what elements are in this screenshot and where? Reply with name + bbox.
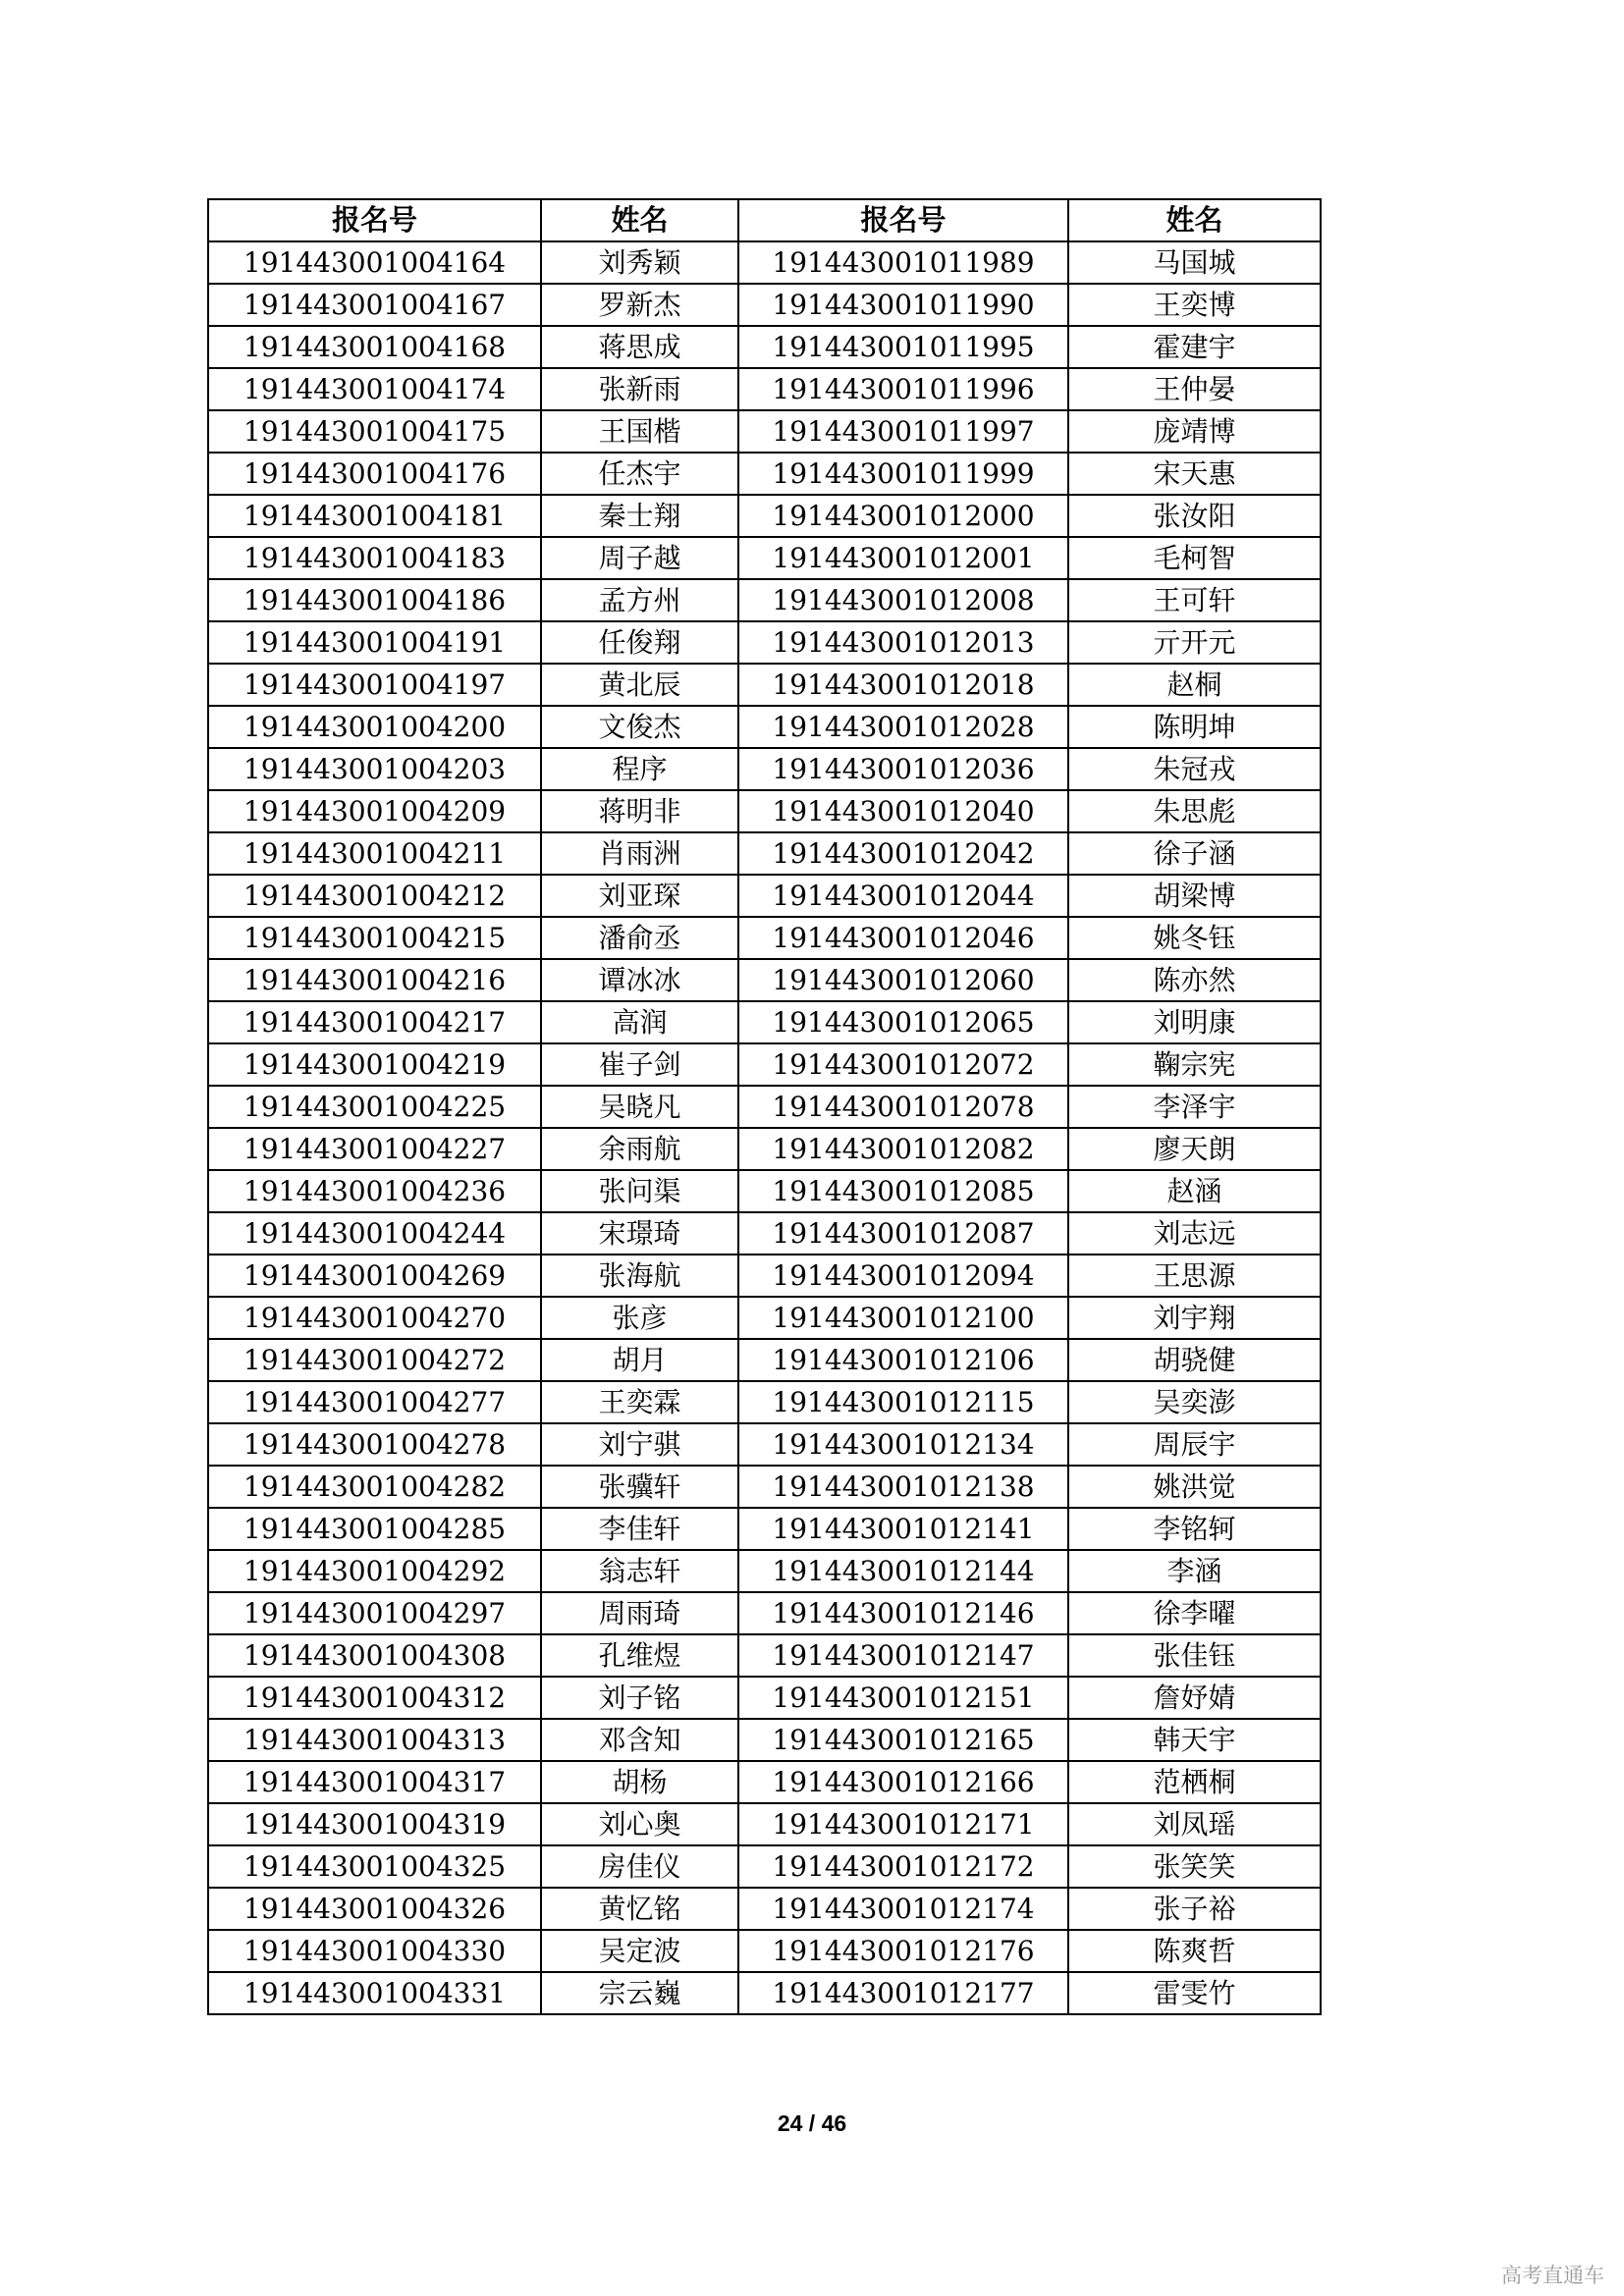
table-row (208, 875, 1321, 917)
table-row (208, 706, 1321, 748)
registration-number-cell: 191443001004217 (208, 1001, 541, 1043)
name-cell: 姚洪觉 (1068, 1466, 1321, 1508)
registration-number-cell: 191443001012072 (738, 1043, 1068, 1086)
name-cell: 张笑笑 (1068, 1845, 1321, 1888)
registration-number-cell: 191443001012147 (738, 1634, 1068, 1677)
registration-number-cell: 191443001012165 (738, 1719, 1068, 1761)
name-cell: 吴定波 (541, 1930, 738, 1972)
name-cell: 亓开元 (1068, 621, 1321, 664)
name-cell: 刘亚琛 (541, 875, 738, 917)
name-cell: 姚冬钰 (1068, 917, 1321, 959)
table-row (208, 1845, 1321, 1888)
name-cell: 赵桐 (1068, 664, 1321, 706)
table-row (208, 1803, 1321, 1845)
registration-number-cell: 191443001004297 (208, 1592, 541, 1634)
registration-number-cell: 191443001004181 (208, 495, 541, 537)
registration-number-cell: 191443001004270 (208, 1297, 541, 1339)
name-cell: 胡骁健 (1068, 1339, 1321, 1381)
name-cell: 刘宁骐 (541, 1423, 738, 1466)
name-cell: 霍建宇 (1068, 326, 1321, 368)
registration-number-cell: 191443001004325 (208, 1845, 541, 1888)
name-cell: 翁志轩 (541, 1550, 738, 1592)
name-cell: 刘秀颖 (541, 241, 738, 284)
name-cell: 徐李曜 (1068, 1592, 1321, 1634)
registration-number-cell: 191443001012171 (738, 1803, 1068, 1845)
name-cell: 宋天惠 (1068, 453, 1321, 495)
table-row (208, 1339, 1321, 1381)
table-row (208, 1128, 1321, 1170)
name-cell: 文俊杰 (541, 706, 738, 748)
name-cell: 张海航 (541, 1255, 738, 1297)
registration-number-cell: 191443001004278 (208, 1423, 541, 1466)
registration-number-cell: 191443001004319 (208, 1803, 541, 1845)
registration-number-cell: 191443001004277 (208, 1381, 541, 1423)
registration-number-cell: 191443001004186 (208, 579, 541, 621)
table-row (208, 1297, 1321, 1339)
registration-number-cell: 191443001004176 (208, 453, 541, 495)
registration-number-cell: 191443001012146 (738, 1592, 1068, 1634)
registration-number-cell: 191443001011989 (738, 241, 1068, 284)
registration-number-cell: 191443001004167 (208, 284, 541, 326)
name-cell: 王奕霖 (541, 1381, 738, 1423)
name-cell: 马国城 (1068, 241, 1321, 284)
table-row (208, 537, 1321, 579)
header-registration-number: 报名号 (208, 199, 541, 241)
name-cell: 陈亦然 (1068, 959, 1321, 1001)
name-cell: 蒋明非 (541, 790, 738, 832)
name-cell: 张骥轩 (541, 1466, 738, 1508)
name-cell: 范栖桐 (1068, 1761, 1321, 1803)
registration-number-cell: 191443001012060 (738, 959, 1068, 1001)
name-cell: 韩天宇 (1068, 1719, 1321, 1761)
registration-number-cell: 191443001004312 (208, 1677, 541, 1719)
registration-number-cell: 191443001004211 (208, 832, 541, 875)
name-cell: 朱思彪 (1068, 790, 1321, 832)
registration-number-cell: 191443001012042 (738, 832, 1068, 875)
name-cell: 黄忆铭 (541, 1888, 738, 1930)
table-row (208, 1001, 1321, 1043)
name-cell: 徐子涵 (1068, 832, 1321, 875)
name-cell: 潘俞丞 (541, 917, 738, 959)
registration-number-cell: 191443001012138 (738, 1466, 1068, 1508)
registration-number-cell: 191443001004227 (208, 1128, 541, 1170)
registration-number-cell: 191443001012144 (738, 1550, 1068, 1592)
registration-number-cell: 191443001004326 (208, 1888, 541, 1930)
name-cell: 王可轩 (1068, 579, 1321, 621)
registration-number-cell: 191443001012078 (738, 1086, 1068, 1128)
table-row (208, 790, 1321, 832)
name-cell: 余雨航 (541, 1128, 738, 1170)
registration-number-cell: 191443001012028 (738, 706, 1068, 748)
registration-number-cell: 191443001011996 (738, 368, 1068, 410)
registration-number-cell: 191443001004282 (208, 1466, 541, 1508)
name-cell: 李泽宇 (1068, 1086, 1321, 1128)
table-row (208, 1043, 1321, 1086)
page-number: 24 / 46 (777, 2110, 847, 2136)
registration-number-cell: 191443001012177 (738, 1972, 1068, 2014)
name-cell: 宋璟琦 (541, 1212, 738, 1255)
registration-number-cell: 191443001012018 (738, 664, 1068, 706)
registration-number-cell: 191443001011999 (738, 453, 1068, 495)
header-registration-number: 报名号 (738, 199, 1068, 241)
name-cell: 王国楷 (541, 410, 738, 453)
registration-number-cell: 191443001012000 (738, 495, 1068, 537)
name-cell: 刘心奥 (541, 1803, 738, 1845)
name-cell: 孟方州 (541, 579, 738, 621)
name-cell: 庞靖博 (1068, 410, 1321, 453)
registration-number-cell: 191443001004191 (208, 621, 541, 664)
registration-number-cell: 191443001012141 (738, 1508, 1068, 1550)
table-header-row (208, 199, 1321, 241)
registration-number-cell: 191443001004272 (208, 1339, 541, 1381)
registration-number-cell: 191443001004292 (208, 1550, 541, 1592)
registration-table (207, 198, 1322, 2015)
name-cell: 周辰宇 (1068, 1423, 1321, 1466)
registration-number-cell: 191443001004164 (208, 241, 541, 284)
table-row (208, 1761, 1321, 1803)
registration-number-cell: 191443001004330 (208, 1930, 541, 1972)
registration-number-cell: 191443001012040 (738, 790, 1068, 832)
registration-number-cell: 191443001012082 (738, 1128, 1068, 1170)
name-cell: 崔子剑 (541, 1043, 738, 1086)
name-cell: 王思源 (1068, 1255, 1321, 1297)
name-cell: 邓含知 (541, 1719, 738, 1761)
table-row (208, 410, 1321, 453)
name-cell: 黄北辰 (541, 664, 738, 706)
name-cell: 胡月 (541, 1339, 738, 1381)
name-cell: 刘子铭 (541, 1677, 738, 1719)
table-row (208, 1508, 1321, 1550)
registration-number-cell: 191443001004168 (208, 326, 541, 368)
name-cell: 肖雨洲 (541, 832, 738, 875)
name-cell: 张问渠 (541, 1170, 738, 1212)
registration-number-cell: 191443001012106 (738, 1339, 1068, 1381)
registration-number-cell: 191443001004313 (208, 1719, 541, 1761)
table-row (208, 241, 1321, 284)
registration-number-cell: 191443001012087 (738, 1212, 1068, 1255)
registration-number-cell: 191443001011997 (738, 410, 1068, 453)
name-cell: 蒋思成 (541, 326, 738, 368)
table-row (208, 1423, 1321, 1466)
table-row (208, 664, 1321, 706)
name-cell: 王奕博 (1068, 284, 1321, 326)
registration-number-cell: 191443001012046 (738, 917, 1068, 959)
table-row (208, 1086, 1321, 1128)
name-cell: 陈爽哲 (1068, 1930, 1321, 1972)
table-row (208, 959, 1321, 1001)
name-cell: 廖天朗 (1068, 1128, 1321, 1170)
watermark-text: 高考直通车 (1501, 2264, 1604, 2287)
table-row (208, 453, 1321, 495)
name-cell: 李佳轩 (541, 1508, 738, 1550)
name-cell: 张子裕 (1068, 1888, 1321, 1930)
name-cell: 任俊翔 (541, 621, 738, 664)
header-name: 姓名 (1068, 199, 1321, 241)
registration-number-cell: 191443001012166 (738, 1761, 1068, 1803)
name-cell: 赵涵 (1068, 1170, 1321, 1212)
name-cell: 毛柯智 (1068, 537, 1321, 579)
table-row (208, 1592, 1321, 1634)
table-row (208, 832, 1321, 875)
registration-number-cell: 191443001012094 (738, 1255, 1068, 1297)
name-cell: 张新雨 (541, 368, 738, 410)
name-cell: 张汝阳 (1068, 495, 1321, 537)
name-cell: 吴奕澎 (1068, 1381, 1321, 1423)
name-cell: 高润 (541, 1001, 738, 1043)
table-row (208, 368, 1321, 410)
table-row (208, 1466, 1321, 1508)
registration-number-cell: 191443001012174 (738, 1888, 1068, 1930)
name-cell: 房佳仪 (541, 1845, 738, 1888)
table-row (208, 1719, 1321, 1761)
table-row (208, 1634, 1321, 1677)
name-cell: 刘志远 (1068, 1212, 1321, 1255)
name-cell: 陈明坤 (1068, 706, 1321, 748)
table-row (208, 579, 1321, 621)
name-cell: 王仲晏 (1068, 368, 1321, 410)
name-cell: 鞠宗宪 (1068, 1043, 1321, 1086)
registration-number-cell: 191443001004219 (208, 1043, 541, 1086)
name-cell: 任杰宇 (541, 453, 738, 495)
table-row (208, 1888, 1321, 1930)
name-cell: 吴晓凡 (541, 1086, 738, 1128)
registration-number-cell: 191443001012176 (738, 1930, 1068, 1972)
registration-number-cell: 191443001004269 (208, 1255, 541, 1297)
header-name: 姓名 (541, 199, 738, 241)
registration-number-cell: 191443001012134 (738, 1423, 1068, 1466)
table-row (208, 1930, 1321, 1972)
registration-number-cell: 191443001012151 (738, 1677, 1068, 1719)
name-cell: 谭冰冰 (541, 959, 738, 1001)
registration-number-cell: 191443001004200 (208, 706, 541, 748)
name-cell: 刘凤瑶 (1068, 1803, 1321, 1845)
name-cell: 张彦 (541, 1297, 738, 1339)
name-cell: 孔维煜 (541, 1634, 738, 1677)
registration-number-cell: 191443001004225 (208, 1086, 541, 1128)
name-cell: 詹妤婧 (1068, 1677, 1321, 1719)
registration-number-cell: 191443001004212 (208, 875, 541, 917)
registration-number-cell: 191443001012013 (738, 621, 1068, 664)
name-cell: 雷雯竹 (1068, 1972, 1321, 2014)
name-cell: 宗云巍 (541, 1972, 738, 2014)
registration-number-cell: 191443001004236 (208, 1170, 541, 1212)
table-row (208, 1255, 1321, 1297)
registration-number-cell: 191443001004215 (208, 917, 541, 959)
registration-number-cell: 191443001004216 (208, 959, 541, 1001)
name-cell: 李铭轲 (1068, 1508, 1321, 1550)
name-cell: 罗新杰 (541, 284, 738, 326)
name-cell: 刘宇翔 (1068, 1297, 1321, 1339)
registration-number-cell: 191443001012085 (738, 1170, 1068, 1212)
registration-number-cell: 191443001011990 (738, 284, 1068, 326)
table-row (208, 1677, 1321, 1719)
registration-number-cell: 191443001004317 (208, 1761, 541, 1803)
table-row (208, 1550, 1321, 1592)
name-cell: 程序 (541, 748, 738, 790)
registration-number-cell: 191443001012172 (738, 1845, 1068, 1888)
name-cell: 胡梁博 (1068, 875, 1321, 917)
registration-number-cell: 191443001012065 (738, 1001, 1068, 1043)
table-row (208, 1381, 1321, 1423)
registration-number-cell: 191443001012036 (738, 748, 1068, 790)
registration-number-cell: 191443001004174 (208, 368, 541, 410)
table-row (208, 748, 1321, 790)
registration-number-cell: 191443001004308 (208, 1634, 541, 1677)
name-cell: 胡杨 (541, 1761, 738, 1803)
name-cell: 秦士翔 (541, 495, 738, 537)
table-row (208, 1170, 1321, 1212)
name-cell: 朱冠戎 (1068, 748, 1321, 790)
registration-number-cell: 191443001012001 (738, 537, 1068, 579)
name-cell: 周子越 (541, 537, 738, 579)
registration-number-cell: 191443001004175 (208, 410, 541, 453)
name-cell: 周雨琦 (541, 1592, 738, 1634)
registration-number-cell: 191443001004244 (208, 1212, 541, 1255)
registration-number-cell: 191443001012044 (738, 875, 1068, 917)
table-row (208, 1212, 1321, 1255)
registration-number-cell: 191443001004209 (208, 790, 541, 832)
table-row (208, 1972, 1321, 2014)
table-row (208, 284, 1321, 326)
name-cell: 刘明康 (1068, 1001, 1321, 1043)
registration-number-cell: 191443001004203 (208, 748, 541, 790)
registration-number-cell: 191443001011995 (738, 326, 1068, 368)
table-row (208, 917, 1321, 959)
registration-number-cell: 191443001004183 (208, 537, 541, 579)
registration-number-cell: 191443001004331 (208, 1972, 541, 2014)
name-cell: 李涵 (1068, 1550, 1321, 1592)
registration-number-cell: 191443001012115 (738, 1381, 1068, 1423)
table-row (208, 495, 1321, 537)
registration-number-cell: 191443001004197 (208, 664, 541, 706)
table-row (208, 326, 1321, 368)
registration-number-cell: 191443001012008 (738, 579, 1068, 621)
table-row (208, 621, 1321, 664)
name-cell: 张佳钰 (1068, 1634, 1321, 1677)
registration-number-cell: 191443001012100 (738, 1297, 1068, 1339)
registration-number-cell: 191443001004285 (208, 1508, 541, 1550)
